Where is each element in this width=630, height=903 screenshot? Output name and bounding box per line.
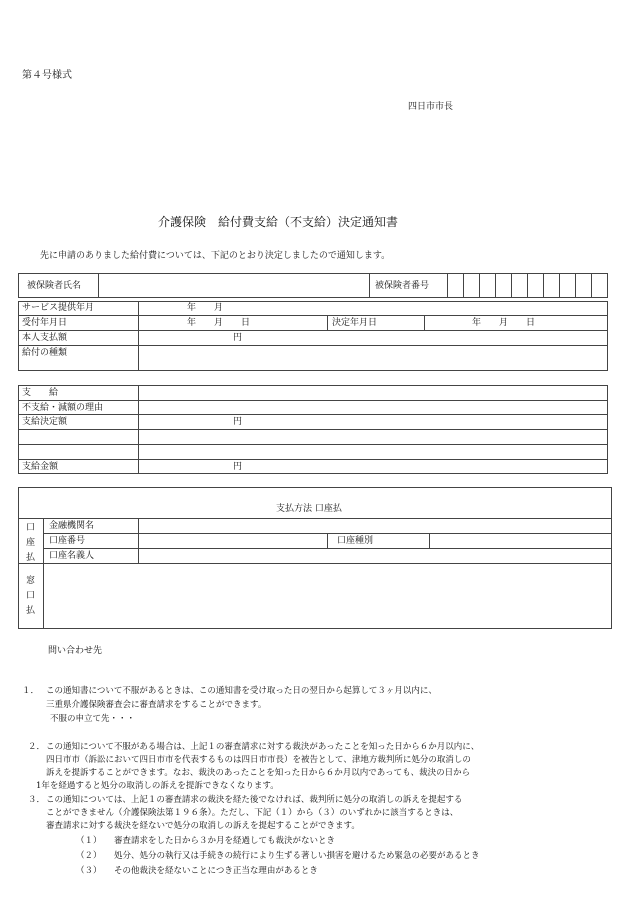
issuer: 四日市市長 xyxy=(408,102,454,112)
insured-row xyxy=(18,273,608,298)
account-holder-label: 口座名義人 xyxy=(49,551,95,561)
service-month-value: 年 月 xyxy=(187,303,224,313)
note-2-line-3: 訴えを提訴することができます。なお、裁決のあったことを知った日から６か月以内であっても、裁決の日から xyxy=(46,768,471,778)
note-3-line-1: この通知については、上記１の審査請求の裁決を経た後でなければ、裁判所に処分の取消しの訴えを提起する xyxy=(46,795,463,805)
benefit-type-label: 給付の種類 xyxy=(22,348,68,358)
note-1-number: １． xyxy=(22,686,40,696)
insured-name-label: 被保険者氏名 xyxy=(27,281,82,291)
note-1-line-2: 三重県介護保険審査会に審査請求をすることができます。 xyxy=(46,700,267,710)
note-3-line-3: 審査請求に対する裁決を経ないで処分の取消しの訴えを提起することができます。 xyxy=(46,821,360,831)
paid-amount-unit: 円 xyxy=(233,462,243,472)
account-type-label: 口座種別 xyxy=(337,536,374,546)
paid-amount-label: 支給金額 xyxy=(22,462,59,472)
note-2-line-1: この通知について不服がある場合は、上記１の審査請求に対する裁決があったことを知った日から６か月以内に、 xyxy=(46,742,480,752)
service-month-label: サービス提供年月 xyxy=(22,303,95,313)
note-2-number: ２． xyxy=(28,742,46,752)
note-1-line-3: 不服の申立て先・・・ xyxy=(50,714,136,724)
sub-3-number: （３） xyxy=(76,866,102,876)
payment-label: 支 給 xyxy=(22,388,59,398)
sub-1-number: （１） xyxy=(76,836,102,846)
decided-amount-unit: 円 xyxy=(233,417,243,427)
form-number: 第４号様式 xyxy=(22,70,72,81)
account-number-label: 口座番号 xyxy=(49,536,86,546)
bank-side-label: 口 座 払 xyxy=(26,523,36,563)
sub-2-number: （２） xyxy=(76,851,102,861)
payment-method xyxy=(276,503,342,515)
contact-label: 問い合わせ先 xyxy=(48,646,103,656)
payment-table xyxy=(18,385,608,474)
sub-3-text: その他裁決を経ないことにつき正当な理由があるとき xyxy=(114,866,318,876)
sub-2-text: 処分、処分の執行又は手続きの続行により生ずる著しい損害を避けるため緊急の必要があるとき xyxy=(114,851,480,861)
note-1-line-1: この通知書について不服があるときは、この通知書を受け取った日の翌日から起算して３ヶ月以内に、 xyxy=(46,686,437,696)
received-date-label: 受付年月日 xyxy=(22,318,68,328)
page-title: 介護保険 給付費支給（不支給）決定通知書 xyxy=(158,215,399,229)
decided-amount-label: 支給決定額 xyxy=(22,417,68,427)
payment-method-value: 口座払 xyxy=(314,504,342,514)
sub-1-text: 審査請求をした日から３か月を経過しても裁決がないとき xyxy=(114,836,336,846)
window-side-label: 窓 口 払 xyxy=(26,576,36,616)
decision-date-value: 年 月 日 xyxy=(472,318,536,328)
intro-text: 先に申請のありました給付費については、下記のとおり決定しましたので通知します。 xyxy=(40,251,391,261)
note-2-line-4: 1年を経過すると処分の取消しの訴えを提訴できなくなります。 xyxy=(36,781,279,791)
note-3-number: ３． xyxy=(28,795,46,805)
received-date-value: 年 月 日 xyxy=(187,318,251,328)
self-pay-unit: 円 xyxy=(233,333,243,343)
reason-label: 不支給・減額の理由 xyxy=(22,403,104,413)
self-pay-label: 本人支払額 xyxy=(22,333,68,343)
payment-method-label: 支払方法 xyxy=(276,504,313,514)
insured-number-label: 被保険者番号 xyxy=(375,281,430,291)
note-3-line-2: ことができません（介護保険法第１９６条）。ただし、下記（１）から（３）のいずれかに該当するときは、 xyxy=(46,808,459,818)
decision-date-label: 決定年月日 xyxy=(332,318,378,328)
institution-label: 金融機関名 xyxy=(49,521,95,531)
service-table xyxy=(18,301,608,371)
payment-method-table xyxy=(18,487,612,629)
note-2-line-2: 四日市市（訴訟において四日市市を代表するものは四日市市長）を被告として、津地方裁判所に処分の取消しの xyxy=(46,755,471,765)
